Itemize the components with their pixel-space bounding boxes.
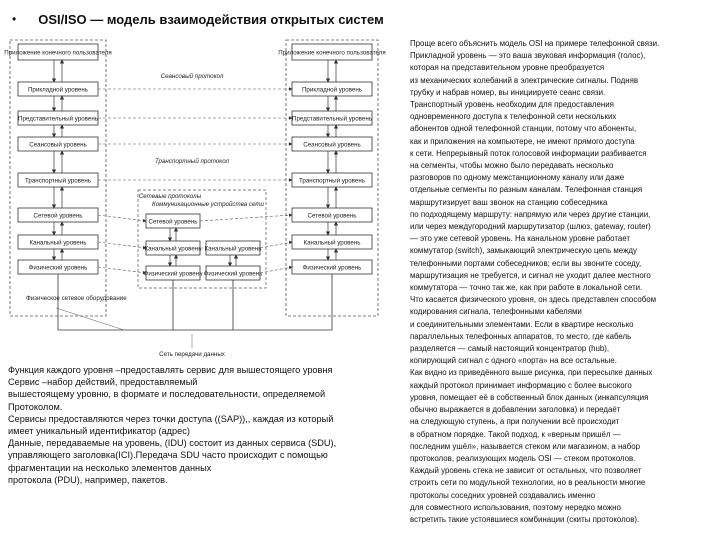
- right-text-line: — это уже сетевой уровень. На канальном уровне работает: [410, 234, 631, 244]
- right-text-line: встретить такие устоявшиеся комбинации (скиты протоколов).: [410, 514, 640, 524]
- right-text-line: Прикладной уровень — это ваша звуковая информация (голос),: [410, 51, 646, 61]
- right-text-line: коммутатор (switch), замыкающий электрическую цепь между: [410, 246, 637, 256]
- session-protocol-label: Сеансовый протокол: [160, 73, 224, 80]
- right-text-line: параллельных телефонных аппаратов, то место, где кабель: [410, 331, 632, 341]
- right-text-line: Транспортный уровень необходим для предоставления: [410, 100, 614, 110]
- left-text-line: вышестоящему уровню, в формате и последовательности, определяемой: [8, 389, 326, 400]
- left-layer-physical: Физический уровень: [28, 264, 88, 272]
- right-text-line: отдельные сегменты по разным каналам. Телефонная станция: [410, 185, 643, 195]
- mid-left-datalink: Канальный уровень: [144, 245, 202, 253]
- left-layer-presentation: Представительный уровень: [18, 115, 98, 123]
- right-text-line: Проще всего объяснить модель OSI на примере телефонной связи.: [410, 39, 660, 48]
- right-text-line: Как видно из приведённого выше рисунка, при пересылке данных: [410, 368, 653, 378]
- right-layer-session: Сеансовый уровень: [303, 141, 361, 149]
- right-text-line: маршрутизирует ваш звонок на станцию собеседника: [410, 197, 608, 207]
- right-layer-datalink: Канальный уровень: [303, 239, 361, 247]
- left-layer-application: Прикладной уровень: [27, 86, 89, 94]
- left-layers: [18, 82, 98, 274]
- comm-devices-label: Коммуникационные устройства сети: [152, 201, 264, 208]
- right-text-line: абонентов одной телефонной станции, потому что абоненты,: [410, 124, 637, 134]
- right-text-line: трубку и набрав номер, вы инициируете сеанс связи.: [410, 87, 606, 97]
- left-text-line: Данные, передаваемые на уровень, (IDU) состоит из данных сервиса (SDU),: [8, 438, 337, 449]
- right-text-line: каждый протокол принимает информацию с более высокого: [410, 380, 632, 390]
- right-text-line: на следующую ступень, а при получении всё происходит: [410, 417, 620, 427]
- right-text-line: для совместного использования, поэтому нередко можно: [410, 502, 621, 512]
- right-layer-application: Прикладной уровень: [301, 86, 363, 94]
- right-text-line: и соединительными элементами. Если в квартире несколько: [410, 319, 634, 329]
- title-row: [12, 6, 384, 32]
- right-text-line: кодирования сигнала, телефонными кабелями: [410, 307, 582, 317]
- right-text-line: в обратном порядке. Такой подход, к «верным пришёл —: [410, 429, 621, 439]
- right-text-line: маршрутизация не требуется, и сигнал не уходит далее местного: [410, 270, 651, 280]
- right-text-line: на сегменты, чтобы можно было передавать несколько: [410, 161, 614, 171]
- right-text-line: Что касается физического уровня, он здесь представлен способом: [410, 295, 657, 305]
- left-layer-network: Сетевой уровень: [33, 212, 83, 220]
- right-text-line: телефонными портами собеседников; если вы звоните соседу,: [410, 258, 642, 268]
- left-app-box: [4, 44, 111, 60]
- right-text-line: одновременного доступа к телефонной сети нескольких: [410, 112, 617, 122]
- right-layers: [292, 82, 372, 274]
- right-text-line: которая на представительном уровне преобразуется: [410, 63, 605, 73]
- right-app-box: [278, 44, 385, 60]
- mid-left-physical: Физический уровень: [143, 270, 203, 278]
- left-app-title: Приложение конечного пользователя: [4, 49, 112, 57]
- left-text-line: имеет уникальный идентификатор (адрес): [8, 426, 190, 437]
- physical-equipment-label: [26, 295, 127, 302]
- left-text-line: Сервис –набор действий, предоставляемый: [8, 377, 198, 388]
- left-layer-datalink: Канальный уровень: [29, 239, 87, 247]
- right-text-line: к сети. Непрерывный поток голосовой информации разбивается: [410, 148, 647, 158]
- right-text-line: строить сети по модульной технологии, но в реальности многие: [410, 478, 646, 488]
- osi-diagram: [4, 38, 408, 360]
- transport-protocol-label: Транспортный протокол: [154, 158, 230, 165]
- mid-left-network: Сетевой уровень: [148, 218, 198, 226]
- right-layer-transport: Транспортный уровень: [298, 177, 366, 185]
- right-text-line: копирующий сигнал с одного «порта» на все остальные.: [410, 356, 617, 366]
- left-layer-session: Сеансовый уровень: [29, 141, 87, 149]
- left-text-block: [8, 364, 406, 486]
- title-bullet: •: [12, 12, 17, 26]
- left-layer-transport: Транспортный уровень: [24, 177, 92, 185]
- right-text-line: последним ушёл», называется стеком или магазином, а набор: [410, 441, 640, 451]
- mid-right-physical: Физический уровень: [203, 270, 263, 278]
- right-text-line: или через междугородний маршрутизатор (шлюз, gateway, router): [410, 222, 651, 232]
- network-protocols-label: Сетевые протоколы: [138, 193, 202, 200]
- mid-right-datalink: Канальный уровень: [204, 245, 262, 253]
- physical-equipment-pointer: [56, 308, 124, 330]
- physical-equipment-text: Физическое сетевое оборудование: [26, 295, 127, 302]
- right-text-line: как и приложения на компьютере, не имеют прямого доступа: [410, 136, 635, 146]
- right-app-title: Приложение конечного пользователя: [278, 49, 386, 57]
- right-text-line: из механических колебаний в электрические сигналы. Подняв: [410, 75, 639, 85]
- left-text-line: протокола (PDU), например, пакетов.: [8, 474, 168, 485]
- page-title: OSI/ISO — модель взаимодействия открытых систем: [38, 11, 384, 27]
- left-text-line: Функция каждого уровня –предоставлять сервис для вышестоящего уровня: [8, 365, 333, 375]
- right-layer-network: Сетевой уровень: [307, 212, 357, 220]
- left-text-line: управляющего заголовка(ICI).Передача SDU часто происходит с помощью: [8, 450, 328, 461]
- right-text-line: обычно выражается в добавлении заголовка) и передаёт: [410, 405, 621, 415]
- right-layer-presentation: Представительный уровень: [292, 115, 372, 123]
- physical-links: [58, 274, 332, 330]
- left-text-line: Протоколом.: [8, 401, 63, 412]
- right-text-line: протоколы соседних уровней создавались именно: [410, 490, 596, 500]
- peer-protocol-lines: [98, 89, 292, 180]
- right-text-line: по подходящему маршруту: напрямую или через другие станции,: [410, 209, 651, 219]
- right-text-line: протоколов, реализующих модель OSI — стеком протоколов.: [410, 453, 636, 463]
- right-layer-physical: Физический уровень: [302, 264, 362, 272]
- right-text-line: Каждый уровень стека не зависит от остальных, что позволяет: [410, 466, 642, 476]
- network-label: Сеть передачи данных: [159, 351, 225, 358]
- right-text-line: разговоров по одному межстанционному каналу или даже: [410, 173, 625, 183]
- left-text-line: фрагментации на несколько элементов данных: [8, 462, 212, 473]
- right-text-block: [410, 38, 716, 526]
- left-text-line: Сервисы предоставляются через точки доступа ((SAP)),, каждая из который: [8, 413, 334, 424]
- right-text-line: коммутатора — точно так же, как при работе в локальной сети.: [410, 283, 643, 293]
- right-text-line: разделяется — самый настоящий концентратор (hub),: [410, 344, 610, 354]
- right-text-line: уровня, помещает её в собственный блок данных (инкапсуляция: [410, 392, 649, 402]
- middle-layers: [144, 214, 263, 280]
